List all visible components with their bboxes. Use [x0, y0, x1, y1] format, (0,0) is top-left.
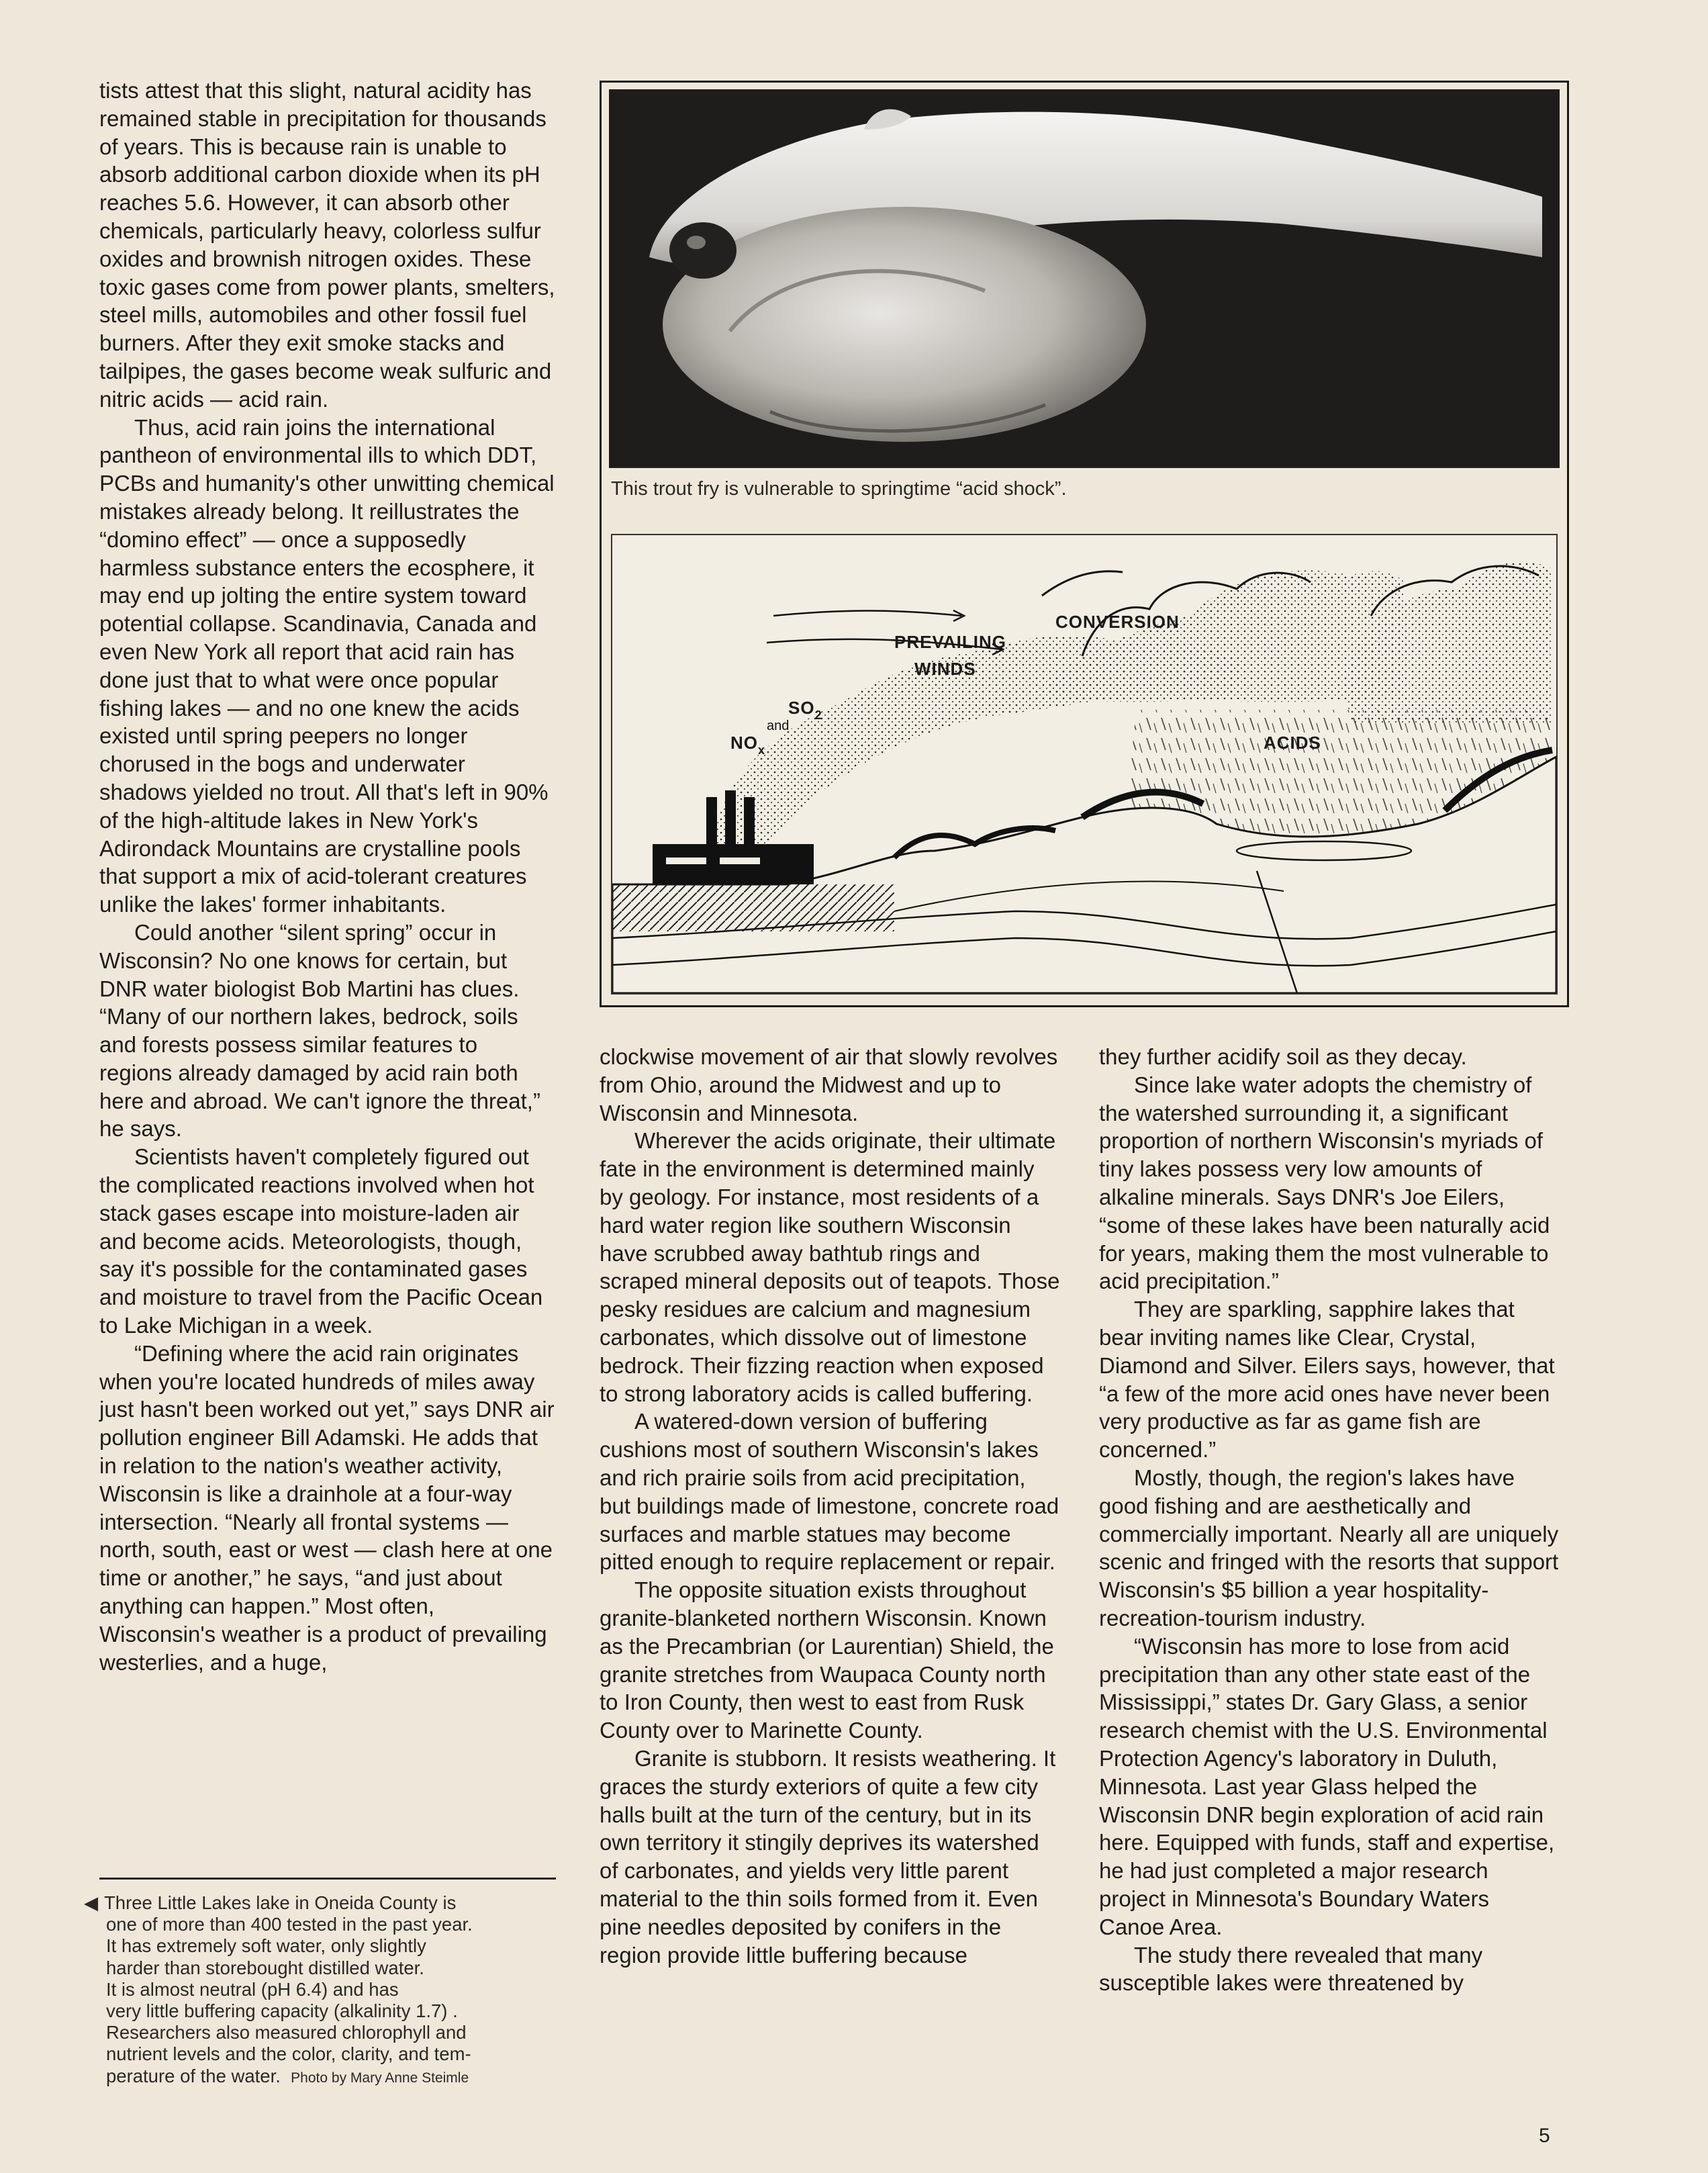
conversion-label: CONVERSION — [1055, 612, 1180, 632]
nox-label: $NO_x$ — [730, 733, 766, 757]
col1-paragraph: “Defining where the acid rain originates when you're located hundreds of miles away just hasn't been worked out yet,” says DNR air pollution engineer Bill Adamski. He adds that in relation to the nation's weather activity, Wisconsin is like a drainhole at a four-way intersection. “Nearly all frontal systems — north, south, east or west — clash here at one time or another,” he says, “and just about anything can happen.” Most often, Wisconsin's weather is a product of prevailing westerlies, and a huge, — [99, 1340, 555, 1675]
prevailing-label: PREVAILING — [894, 632, 1006, 652]
acid-rain-diagram — [611, 534, 1558, 995]
col1-paragraph: Could another “silent spring” occur in Wisconsin? No one knows for certain, but DNR water biologist Bob Martini has clues. “Many of our northern lakes, bedrock, soils and forests possess similar features to regions already damaged by acid rain both here and abroad. We can't ignore the threat,” he says. — [99, 919, 540, 1142]
col3-paragraph: They are sparkling, sapphire lakes that bear inviting names like Clear, Crystal, Diamond and Silver. Eilers says, however, that “a few of the more acid ones have never been very productive as far as game fish are concerned.” — [1099, 1297, 1555, 1463]
column-2 — [600, 1043, 1060, 1969]
col3-paragraph: The study there revealed that many susceptible lakes were threatened by — [1099, 1942, 1483, 1996]
column-3 — [1099, 1043, 1560, 1997]
caption-line: perature of the water. Photo by Mary Anne Steimle — [106, 2065, 469, 2086]
col3-paragraph: Mostly, though, the region's lakes have good fishing and are aesthetically and commercially important. Nearly all are uniquely scenic and fringed with the resorts that support Wisconsin's $5 billion a year hospitality-recreation-tourism industry. — [1099, 1465, 1559, 1630]
caption-line: It is almost neutral (pH 6.4) and has — [106, 1978, 399, 2000]
caption-line: one of more than 400 tested in the past year. — [106, 1914, 473, 1935]
col3-paragraph: they further acidify soil as they decay. — [1099, 1044, 1467, 1069]
lake-photo-caption — [84, 1892, 557, 2089]
col2-paragraph: Granite is stubborn. It resists weathering. It graces the sturdy exteriors of quite a few city halls built at the turn of the century, but in its own territory it stingily deprives its watershed of carbonates, and yields very little parent material to the thin soils formed from it. Even pine needles deposited by conifers in the region provide little buffering because — [600, 1745, 1056, 1968]
photo-credit: Photo by Mary Anne Steimle — [291, 2070, 469, 2086]
col2-paragraph: The opposite situation exists throughout granite-blanketed northern Wisconsin. Known as the Precambrian (or Laurentian) Shield, the granite stretches from Waupaca County north to Iron County, then west to east from Rusk County over to Marinette County. — [600, 1577, 1054, 1743]
photo-caption: This trout fry is vulnerable to springtime “acid shock”. — [611, 478, 1067, 500]
col3-paragraph: “Wisconsin has more to lose from acid precipitation than any other state east of the Mississippi,” states Dr. Gary Glass, a senior research chemist with the U.S. Environmental Protection Agency's laboratory in Duluth, Minnesota. Last year Glass helped the Wisconsin DNR begin exploration of acid rain here. Equipped with funds, staff and expertise, he had just completed a major research project in Minnesota's Boundary Waters Canoe Area. — [1099, 1633, 1555, 1939]
col2-paragraph: Wherever the acids originate, their ultimate fate in the environment is determined mainly by geology. For instance, most residents of a hard water region like southern Wisconsin have scrubbed away bathtub rings and scraped mineral deposits out of teapots. Those pesky residues are calcium and magnesium carbonates, which dissolve out of limestone bedrock. Their fizzing reaction when exposed to strong laboratory acids is called buffering. — [600, 1128, 1060, 1406]
col2-paragraph: clockwise movement of air that slowly revolves from Ohio, around the Midwest and up to Wisconsin and Minnesota. — [600, 1044, 1058, 1125]
trout-fry-image — [609, 89, 1560, 468]
page-number: 5 — [1539, 2125, 1550, 2147]
col1-paragraph: Scientists haven't completely figured out the complicated reactions involved when hot stack gases escape into moisture-laden air and become acids. Meteorologists, though, say it's possible for the contaminated gases and moisture to travel from the Pacific Ocean to Lake Michigan in a week. — [99, 1144, 543, 1338]
col3-paragraph: Since lake water adopts the chemistry of the watershed surrounding it, a significant proportion of northern Wisconsin's myriads of tiny lakes possess very low amounts of alkaline minerals. Says DNR's Joe Eilers, “some of these lakes have been naturally acid for years, making them the most vulnerable to acid precipitation.” — [1099, 1072, 1550, 1294]
caption-line: harder than storebought distilled water. — [106, 1957, 424, 1978]
caption-line: nutrient levels and the color, clarity, and tem- — [106, 2043, 471, 2065]
caption-line: It has extremely soft water, only slightly — [106, 1935, 426, 1957]
acids-label: ACIDS — [1264, 733, 1321, 753]
col1-paragraph: Thus, acid rain joins the international pantheon of environmental ills to which DDT, PCBs and humanity's other unwitting chemical mistakes already belong. It reillustrates the “domino effect” — once a supposedly harmless substance enters the ecosphere, it may end up jolting the entire system toward potential collapse. Scandinavia, Canada and even New York all report that acid rain has done just that to what were once popular fishing lakes — and no one knew the acids existed until spring peepers no longer chorused in the bogs and underwater shadows yielded no trout. All that's left in 90% of the high-altitude lakes in New York's Adirondack Mountains are crystalline pools that support a mix of acid-tolerant creatures unlike the lakes' former inhabitants. — [99, 414, 555, 917]
acid-rain-illustration — [612, 535, 1556, 993]
caption-line: very little buffering capacity (alkalinity 1.7) . — [106, 2000, 458, 2022]
column-1 — [99, 77, 556, 1676]
caption-line: ◀ Three Little Lakes lake in Oneida County is — [84, 1892, 457, 1913]
so2-label: $SO_2$ — [788, 698, 822, 722]
col1-paragraph: tists attest that this slight, natural acidity has remained stable in precipitation for thousands of years. This is because rain is unable to absorb additional carbon dioxide when its pH reaches 5.6. However, it can absorb other chemicals, particularly heavy, colorless sulfur oxides and brownish nitrogen oxides. These toxic gases come from power plants, smelters, steel mills, automobiles and other fossil fuel burners. After they exit smoke stacks and tailpipes, the gases become weak sulfuric and nitric acids — acid rain. — [99, 78, 555, 412]
col2-paragraph: A watered-down version of buffering cushions most of southern Wisconsin's lakes and rich prairie soils from acid precipitation, but buildings made of limestone, concrete road surfaces and marble statues may become pitted enough to require replacement or repair. — [600, 1409, 1059, 1575]
winds-label: WINDS — [914, 659, 976, 679]
caption-line: Researchers also measured chlorophyll and — [106, 2022, 467, 2043]
caption-divider — [99, 1878, 556, 1880]
trout-fry-photo — [609, 89, 1560, 468]
and-label: and — [767, 719, 790, 733]
left-triangle-arrow-icon: ◀ — [84, 1892, 99, 1913]
